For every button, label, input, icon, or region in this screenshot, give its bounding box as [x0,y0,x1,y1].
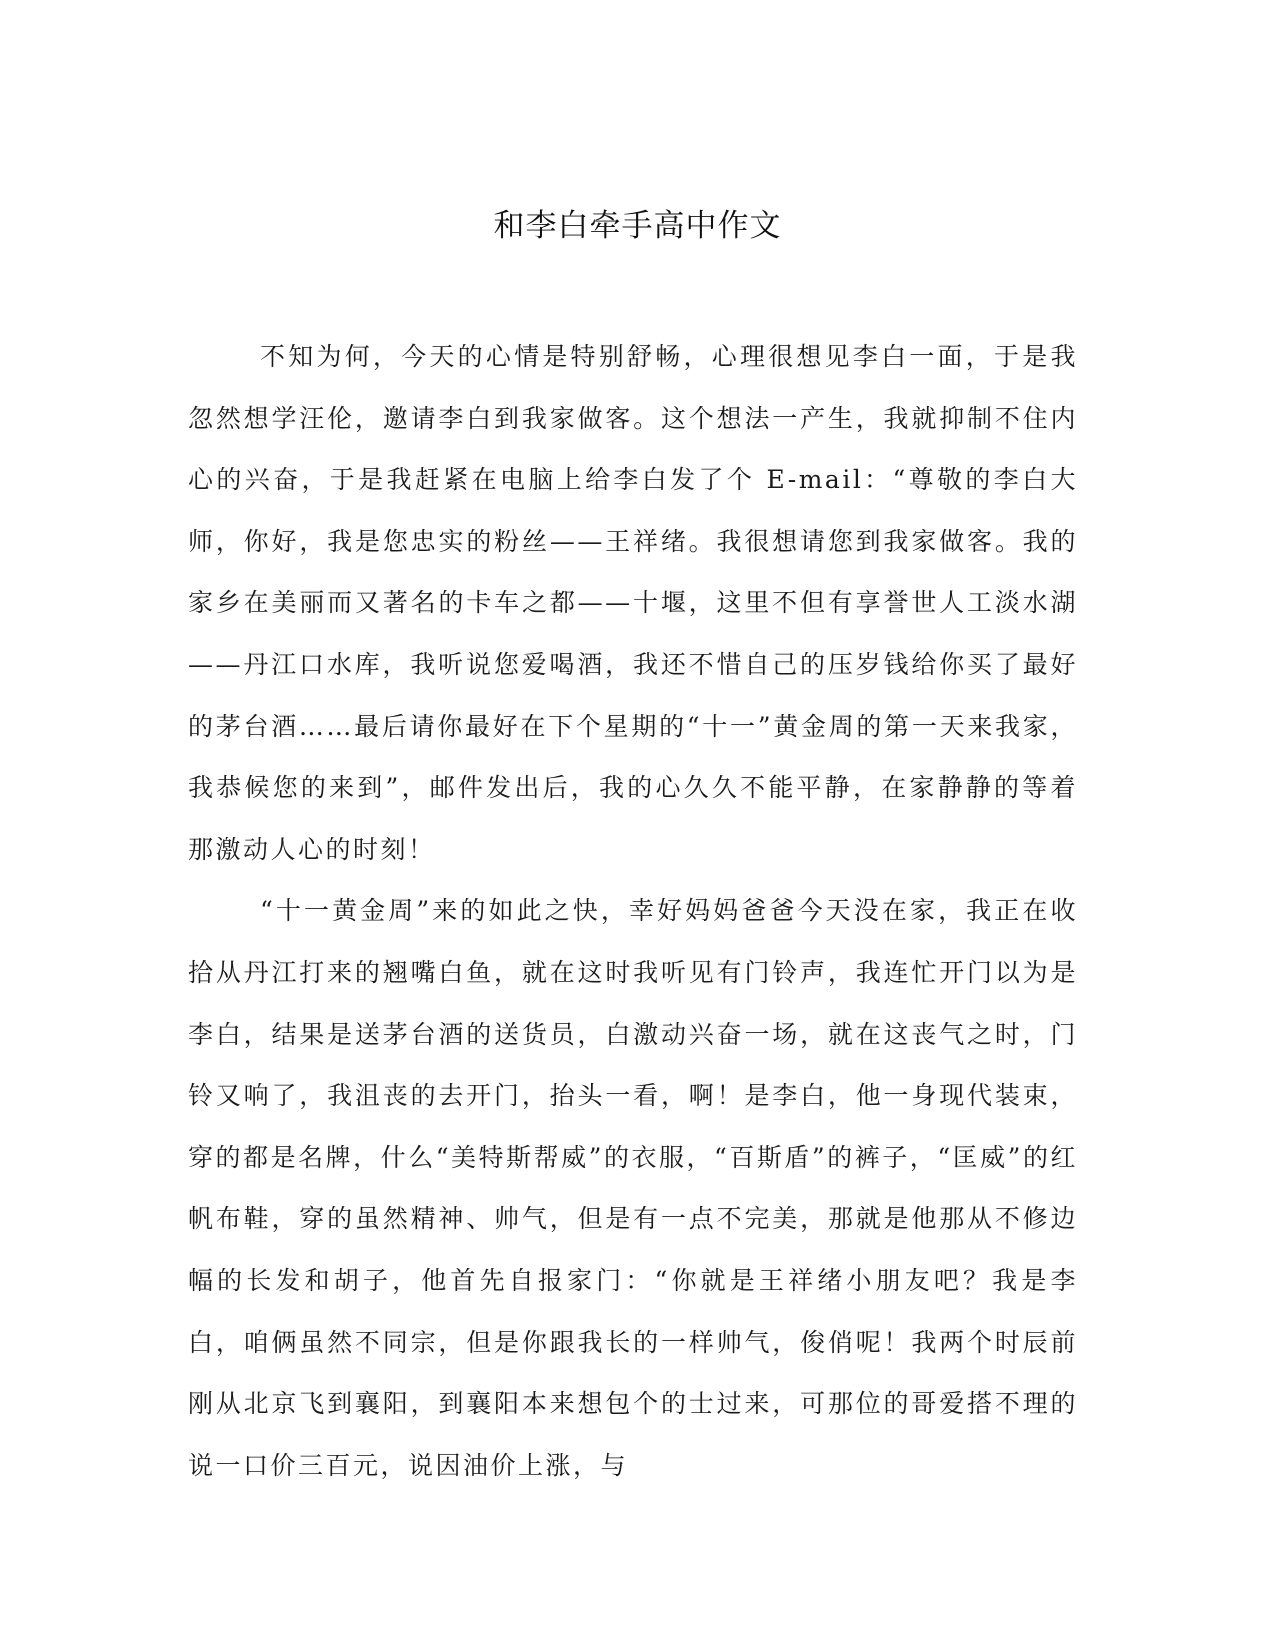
document-body [188,326,1078,1496]
document-title: 和李白牵手高中作文 [493,208,782,244]
paragraph-2: “十一黄金周”来的如此之快，幸好妈妈爸爸今天没在家，我正在收拾从丹江打来的翘嘴白鱼，就在这时我听见有门铃声，我连忙开门以为是李白，结果是送茅台酒的送货员，白激动兴奋一场，就在这丧气之时，门铃又响了，我沮丧的去开门，抬头一看，啊！是李白，他一身现代装束，穿的都是名牌，什么“美特斯帮威”的衣服，“百斯盾”的裤子，“匡威”的红帆布鞋，穿的虽然精神、帅气，但是有一点不完美，那就是他那从不修边幅的长发和胡子，他首先自报家门：“你就是王祥绪小朋友吧？我是李白，咱俩虽然不同宗，但是你跟我长的一样帅气，俊俏呢！我两个时辰前刚从北京飞到襄阳，到襄阳本来想包个的士过来，可那位的哥爱搭不理的说一口价三百元，说因油价上涨，与 [188,896,1078,1480]
paragraph-1: 不知为何，今天的心情是特别舒畅，心理很想见李白一面，于是我忽然想学汪伦，邀请李白到我家做客。这个想法一产生，我就抑制不住内心的兴奋，于是我赶紧在电脑上给李白发了个 E-mail：“尊敬的李白大师，你好，我是您忠实的粉丝——王祥绪。我很想请您到我家做客。我的家乡在美丽而又著名的卡车之都——十堰，这里不但有享誉世人工淡水湖——丹江口水库，我听说您爱喝酒，我还不惜自己的压岁钱给你买了最好的茅台酒……最后请你最好在下个星期的“十一”黄金周的第一天来我家，我恭候您的来到”，邮件发出后，我的心久久不能平静，在家静静的等着那激动人心的时刻！ [188,342,1078,864]
